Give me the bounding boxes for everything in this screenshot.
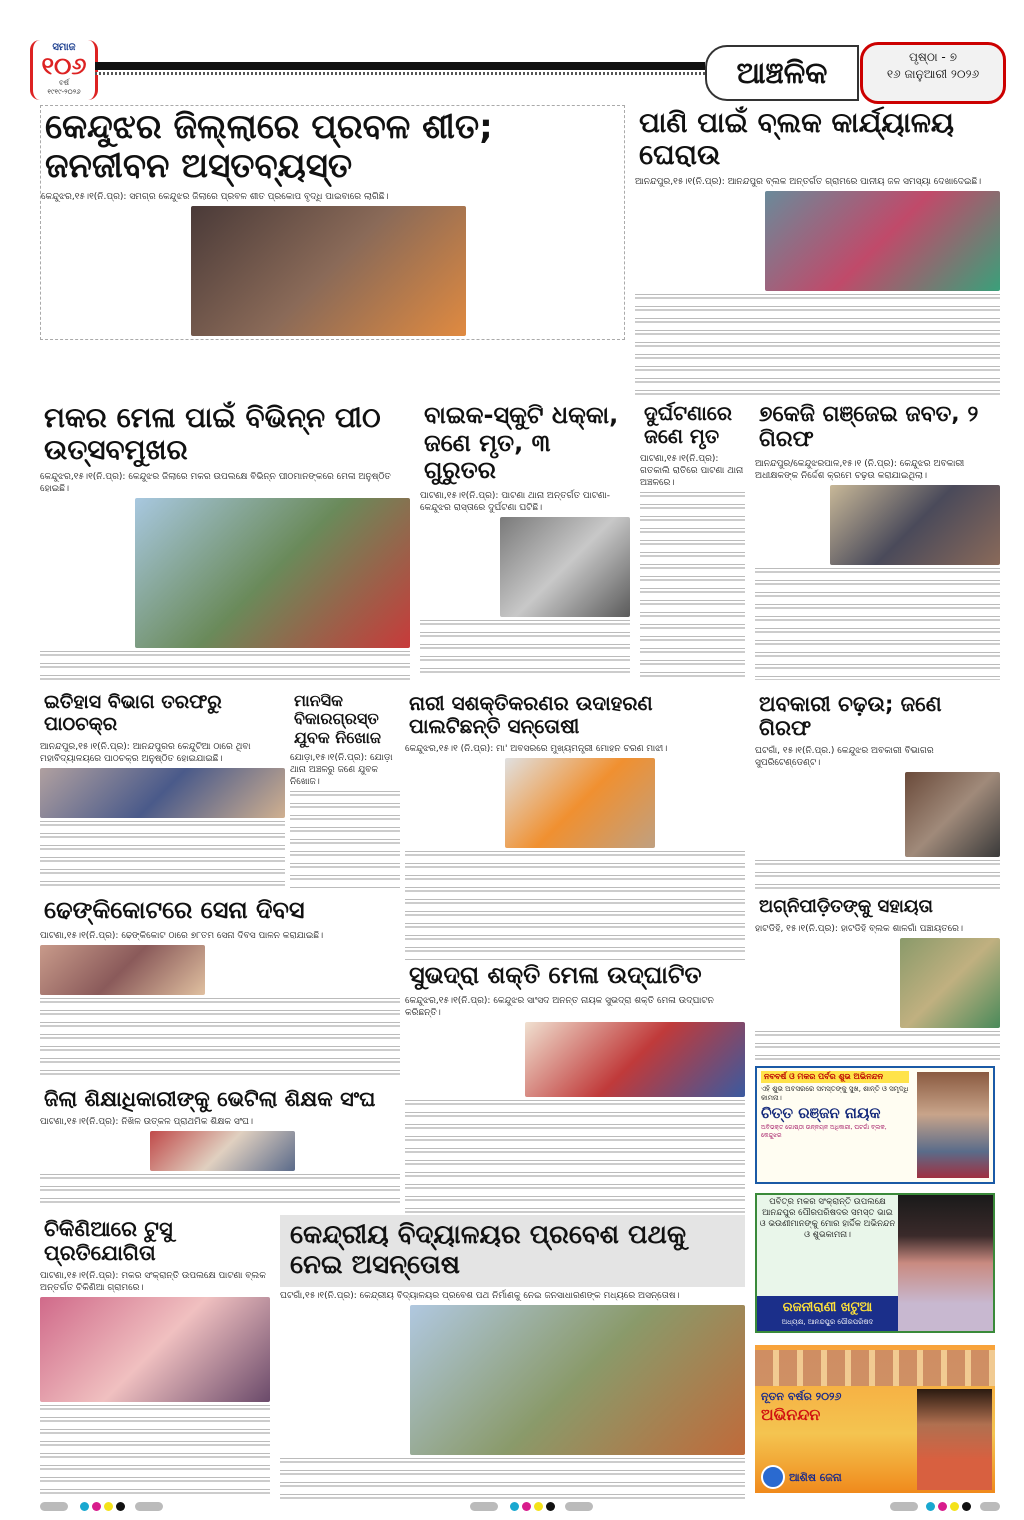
article-body-text-lines — [755, 1031, 1000, 1060]
article-body-text-lines — [40, 1174, 400, 1210]
ad1-role: ଅବିଭକ୍ତ ଗୋଷ୍ଠୀ ଉନ୍ନୟନ ଅଧିକାରୀ, ଘଟଗାଁ ବ୍ଲକ, କେନ୍ଦୁଝର — [761, 1124, 887, 1139]
ad1-name: ଚିତ୍ତ ରଞ୍ଜନ ନାୟକ — [761, 1104, 881, 1122]
article-body-text-lines — [40, 1405, 270, 1500]
article-body-text-lines — [635, 294, 1000, 395]
ad2-text-column — [757, 1195, 898, 1331]
article-lead: ଘଟଗାଁ, ୧୫।୧(ନି.ପ୍ର.) କେନ୍ଦୁଝର ଅବକାରୀ ବିଭାଗର ସୁପରିଟେଣ୍ଡେଣ୍ଟ। — [755, 746, 934, 769]
page-number: ପୃଷ୍ଠା - ୭ — [909, 50, 957, 64]
article-body-text-lines — [405, 851, 745, 960]
article-lead: ପାଟଣା,୧୫।୧(ନି.ପ୍ର): ପାଟଣା ଥାନା ଅନ୍ତର୍ଗତ ପାଟଣା-କେନ୍ଦୁଝର ରାସ୍ତାରେ ଦୁର୍ଘଟଣା ଘଟିଛି। — [420, 490, 610, 513]
section-title: ଆଞ୍ଚଳିକ — [705, 45, 859, 101]
article-lead: ଯୋଡ଼ା,୧୫।୧(ନି.ପ୍ର): ଯୋଡ଼ା ଥାନା ଅଞ୍ଚଳରୁ ଜଣେ ଯୁବକ ନିଖୋଜ। — [290, 753, 393, 788]
bjp-logo-icon — [761, 1465, 785, 1489]
ad2-name-panel — [757, 1296, 898, 1331]
ad3-leaders-photo-strip — [755, 1350, 995, 1386]
headline[interactable]: କେନ୍ଦୁଝର ଜିଲ୍ଲାରେ ପ୍ରବଳ ଶୀତ; ଜନଜୀବନ ଅସ୍ତବ୍ୟସ୍ତ — [45, 107, 493, 187]
headline[interactable]: ମାନସିକ ବିକାରଗ୍ରସ୍ତ ଯୁବକ ନିଖୋଜ — [294, 691, 381, 747]
news-photo — [410, 1305, 745, 1455]
headline[interactable]: ବାଇକ-ସ୍କୁଟି ଧକ୍କା, ଜଣେ ମୃତ, ୩ ଗୁରୁତର — [424, 401, 619, 485]
issue-date: ୧୬ ଜାନୁଆରୀ ୨୦୨୬ — [886, 67, 980, 81]
story-kendriya — [280, 1215, 745, 1500]
article-body-text-lines — [280, 1458, 745, 1500]
article-body-text-lines — [40, 998, 400, 1080]
news-photo — [525, 1022, 745, 1097]
ad1-text-column — [757, 1068, 913, 1182]
headline[interactable]: ଇତିହାସ ବିଭାଗ ତରଫରୁ ପାଠଚକ୍ର — [44, 691, 222, 735]
ad3-subtitle: ଅଭିନନ୍ଦନ — [761, 1405, 821, 1424]
ad3-portrait-photo — [917, 1389, 992, 1490]
page-date-badge — [860, 42, 1006, 104]
headline[interactable]: ଅଗ୍ନିପୀଡ଼ିତଙ୍କୁ ସହାୟତା — [759, 896, 933, 917]
news-photo — [905, 772, 1000, 857]
article-lead: ପାଟଣା,୧୫।୧(ନି.ପ୍ର): ଢେଙ୍କିକୋଟ ଠାରେ ୭୮ତମ ସେନା ଦିବସ ପାଳନ କରାଯାଇଛି। — [40, 930, 324, 941]
ad-greeting-new-year — [755, 1345, 995, 1493]
ad-greeting-chitta-ranjan — [755, 1066, 995, 1184]
story-subhadra — [405, 960, 745, 1215]
story-jila-shikshya — [40, 1085, 400, 1210]
article-lead: କେନ୍ଦୁଝର,୧୫।୧(ନି.ପ୍ର): ସମଗ୍ର କେନ୍ଦୁଝର ଜିଲାରେ ପ୍ରବଳ ଶୀତ ପ୍ରକୋପ ବୃଦ୍ଧି ପାଇବାରେ ଲାଗିଛି। — [41, 192, 389, 203]
story-itihas — [40, 690, 285, 890]
article-lead: ଆନନ୍ଦପୁର/କେନ୍ଦୁଝରପାଳ,୧୫।୧ (ନି.ପ୍ର): କେନ୍ଦୁଝର ଅବକାରୀ ଅଧୀକ୍ଷକଙ୍କ ନିର୍ଦ୍ଦେଶ କ୍ରମେ ଚଢ଼ଉ କରାଯାଇଥିଲା। — [755, 458, 965, 481]
news-photo — [135, 498, 410, 648]
ad2-portrait-photo — [898, 1195, 993, 1331]
news-photo — [765, 191, 1000, 291]
logo-name: ସମାଜ — [52, 42, 76, 53]
headline[interactable]: ଅବକାରୀ ଚଢ଼ଉ; ଜଣେ ଗିରଫ — [759, 692, 942, 741]
headline[interactable]: ଚିକିଣିଆରେ ଟୁସୁ ପ୍ରତିଯୋଗିତା — [44, 1217, 173, 1266]
news-photo — [830, 485, 1000, 565]
news-photo — [900, 938, 1000, 1028]
headline[interactable]: କେନ୍ଦ୍ରୀୟ ବିଦ୍ୟାଳୟର ପ୍ରବେଶ ପଥକୁ ନେଇ ଅସନ୍ତୋଷ — [280, 1215, 745, 1287]
header-dotted-rule — [95, 72, 705, 75]
article-lead: କେନ୍ଦୁଝର,୧୫।୧(ନି.ପ୍ର): କେନ୍ଦୁଝର ଜିଲାରେ ମକର ଉପଲକ୍ଷେ ବିଭିନ୍ନ ପୀଠମାନଙ୍କରେ ମେଳା ଅନୁଷ୍ଠିତ ହୋଇଛି। — [40, 472, 391, 495]
logo-sub: ବର୍ଷ — [59, 79, 69, 87]
headline[interactable]: ସୁଭଦ୍ରା ଶକ୍ତି ମେଳା ଉଦ୍‌ଘାଟିତ — [409, 961, 702, 989]
story-keonjhar-cold — [40, 105, 625, 340]
article-lead: ଆନନ୍ଦପୁର,୧୫।୧(ନି.ପ୍ର): ଆନନ୍ଦପୁରର କେନ୍ଦୁଟିଆ ଠାରେ ଥିବା ମହାବିଦ୍ୟାଳୟରେ ପାଠଚକ୍ର ଅନୁଷ୍ଠିତ ହୋଇଯାଇଛି। — [40, 741, 251, 764]
ad3-name: ଆଶିଷ ଜେନା — [789, 1470, 842, 1484]
article-body-text-lines — [420, 620, 630, 680]
news-photo — [505, 758, 655, 848]
article-lead: ପାଟଣା,୧୫।୧(ନି.ପ୍ର): ନିଖିଳ ଉତ୍କଳ ପ୍ରାଥମିକ ଶିକ୍ଷକ ସଂଘ। — [40, 1117, 254, 1128]
story-ganja — [755, 400, 1000, 680]
news-photo — [40, 1297, 270, 1402]
logo-years: ୧୦୬ — [41, 52, 87, 80]
article-body-text-lines — [755, 568, 1000, 680]
article-lead: ହାଟଡିହି, ୧୫।୧(ନି.ପ୍ର): ହାଟଡିହି ବ୍ଲକ ଶାଳଗାଁ ପଞ୍ଚାୟତରେ। — [755, 923, 964, 934]
story-pani-block — [635, 105, 1000, 395]
story-nari — [405, 690, 745, 960]
header-rule — [95, 62, 705, 70]
headline[interactable]: ୭କେଜି ଗଞ୍ଜେଇ ଜବତ, ୨ ଗିରଫ — [759, 402, 979, 453]
news-photo — [500, 517, 630, 617]
story-durghatana — [640, 400, 745, 680]
ad1-portrait-photo — [917, 1072, 989, 1178]
story-chikiniara — [40, 1215, 270, 1500]
headline[interactable]: ଦୁର୍ଘଟଣାରେ ଜଣେ ମୃତ — [644, 401, 732, 448]
ad1-title: ନବବର୍ଷ ଓ ମକର ପର୍ବର ଶୁଭ ଅଭିନନ୍ଦନ — [761, 1071, 909, 1083]
ad-greeting-rajanirani — [755, 1193, 995, 1333]
article-body-text-lines — [405, 1100, 745, 1215]
story-dhenkikota — [40, 895, 400, 1080]
ad2-role: ଅଧ୍ୟକ୍ଷ, ଆନନ୍ଦପୁର ପୌରପରିଷଦ — [781, 1318, 874, 1326]
ad3-title: ନୂତନ ବର୍ଷର ୨୦୨୬ — [761, 1390, 842, 1403]
news-photo — [40, 945, 205, 995]
article-body-text-lines — [40, 821, 285, 890]
news-photo — [40, 768, 285, 818]
ad2-text: ପବିତ୍ର ମକର ସଂକ୍ରାନ୍ତି ଉପଲକ୍ଷେ ଆନନ୍ଦପୁର ପୌରପରିଷଦର ସମସ୍ତ ଭାଇ ଓ ଭଉଣୀମାନଙ୍କୁ ମୋର ହାର୍ଦ୍ଦିକ ଅଭିନନ୍ଦନ ଓ ଶୁଭକାମନା। — [757, 1195, 898, 1296]
newspaper-logo — [30, 40, 98, 100]
headline[interactable]: ଜିଲା ଶିକ୍ଷାଧିକାରୀଙ୍କୁ ଭେଟିଲା ଶିକ୍ଷକ ସଂଘ — [44, 1087, 376, 1111]
article-body-text-lines — [290, 791, 400, 890]
headline[interactable]: ମକର ମେଳା ପାଇଁ ବିଭିନ୍ନ ପୀଠ ଉତ୍ସବମୁଖର — [44, 401, 381, 467]
article-lead: ଆନନ୍ଦପୁର,୧୫।୧(ନି.ପ୍ର): ଆନନ୍ଦପୁର ବ୍ଲକ ଅନ୍ତର୍ଗତ ଗ୍ରାମରେ ପାନୀୟ ଜଳ ସମସ୍ୟା ଦେଖାଦେଇଛି। — [635, 177, 982, 188]
article-body-text-lines — [640, 492, 745, 680]
article-lead: କେନ୍ଦୁଝର,୧୫।୧(ନି.ପ୍ର): କେନ୍ଦୁଝର ସାଂସଦ ଅନନ୍ତ ନାୟକ ସୁଭଦ୍ରା ଶକ୍ତି ମେଳା ଉଦ୍‌ଘାଟନ କରିଛନ୍ତି। — [405, 995, 714, 1018]
story-bike-scooty — [420, 400, 630, 680]
ad3-text-column — [755, 1386, 914, 1493]
ad1-text: ଏହି ଶୁଭ ଅବସରରେ ସମସ୍ତଙ୍କୁ ସୁଖ, ଶାନ୍ତି ଓ ସମୃଦ୍ଧି କାମନା। — [761, 1085, 909, 1102]
story-makar-mela — [40, 400, 410, 680]
article-lead: ପାଟଣା,୧୫।୧(ନି.ପ୍ର): ଗତକାଲି ରାତିରେ ପାଟଣା ଥାନା ଅଞ୍ଚଳରେ। — [640, 454, 744, 488]
headline[interactable]: ନାରୀ ସଶକ୍ତିକରଣର ଉଦାହରଣ ପାଲଟିଛନ୍ତି ସନ୍ତୋଷୀ — [409, 691, 653, 738]
article-lead: ଘଟଗାଁ,୧୫।୧(ନି.ପ୍ର): କେନ୍ଦ୍ରୀୟ ବିଦ୍ୟାଳୟର ପ୍ରବେଶ ପଥ ନିର୍ମାଣକୁ ନେଇ ଜନସାଧାରଣଙ୍କ ମଧ୍ୟରେ ଅସନ୍ତୋଷ। — [280, 1290, 680, 1301]
story-abakari — [755, 690, 1000, 890]
print-registration-marks — [0, 1500, 1024, 1512]
story-manasika — [290, 690, 400, 890]
story-arthabipanna — [755, 895, 1000, 1060]
article-body-text-lines — [40, 651, 410, 680]
news-photo — [191, 206, 466, 336]
article-lead: କେନ୍ଦୁଝର,୧୫।୧ (ନି.ପ୍ର): ମା' ଅବସରରେ ମୁଖ୍ୟମନ୍ତ୍ରୀ ମୋହନ ଚରଣ ମାଝୀ। — [405, 744, 668, 754]
headline[interactable]: ପାଣି ପାଇଁ ବ୍ଲକ କାର୍ଯ୍ୟାଳୟ ଘେରାଉ — [639, 106, 955, 172]
article-body-text-lines — [755, 860, 1000, 890]
logo-span: ୧୯୧୯-୨୦୨୬ — [47, 88, 81, 96]
news-photo — [150, 1131, 295, 1171]
article-lead: ପାଟଣା,୧୫।୧(ନି.ପ୍ର): ମକର ସଂକ୍ରାନ୍ତି ଉପଲକ୍ଷେ ପାଟଣା ବ୍ଲକ ଅନ୍ତର୍ଗତ ଚିକିଣିଆ ଗ୍ରାମରେ। — [40, 1271, 266, 1294]
ad2-name: ରଜନୀରାଣୀ ଖଟୁଆ — [782, 1300, 873, 1315]
headline[interactable]: ଢେଙ୍କିକୋଟରେ ସେନା ଦିବସ — [44, 896, 305, 924]
